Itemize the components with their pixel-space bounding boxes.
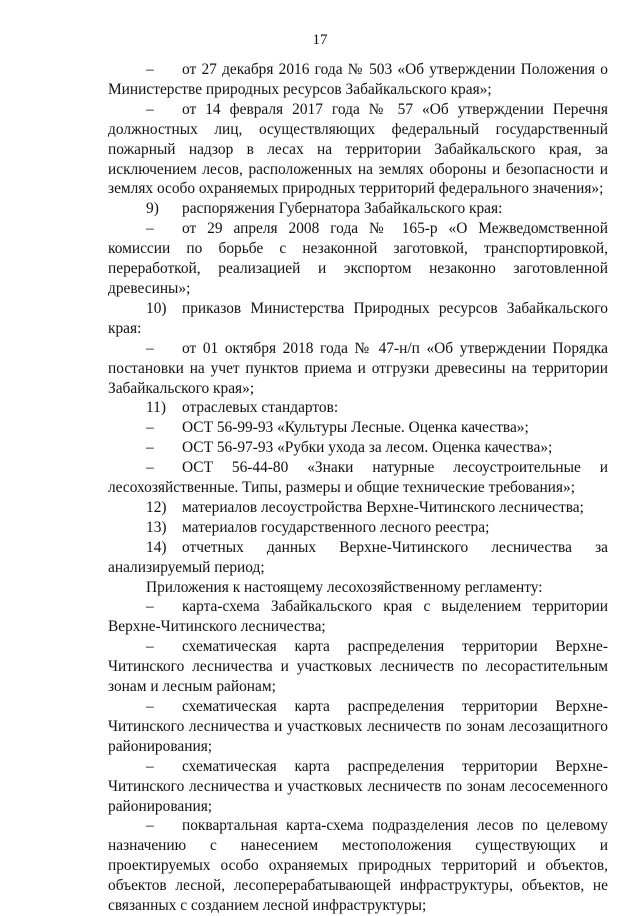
list-marker: 9) (146, 200, 159, 218)
list-item (108, 597, 608, 637)
list-item-text: ОСТ 56-44-80 «Знаки натурные лесоустроительные и лесохозяйственные. Типы, размеры и общие технические требования»; (108, 459, 608, 497)
list-item (108, 538, 608, 578)
list-item-text: от 01 октября 2018 года № 47-н/п «Об утверждении Порядка постановки на учет пунктов приема и отгрузки древесины на территории Забайкальского края»; (108, 339, 608, 397)
list-item (108, 398, 608, 418)
list-item-text: схематическая карта распределения территории Верхне-Читинского лесничества и участковых лесничеств по лесорастительным зонам и лесным районам; (108, 638, 608, 696)
list-marker: – (146, 439, 154, 457)
list-item (108, 199, 608, 219)
page-number: 17 (312, 32, 328, 48)
list-item (108, 339, 608, 399)
list-item-text: схематическая карта распределения территории Верхне-Читинского лесничества и участковых лесничеств по зонам лесозащитного районирования; (108, 698, 608, 755)
list-marker: – (146, 757, 154, 775)
list-item-text: приказов Министерства Природных ресурсов Забайкальского края: (108, 299, 608, 337)
list-item (108, 438, 608, 458)
list-item (108, 637, 608, 697)
list-marker: – (146, 100, 154, 118)
list-item-text: распоряжения Губернатора Забайкальского края: (182, 200, 503, 218)
list-item-text: карта-схема Забайкальского края с выделением территории Верхне-Читинского лесничества; (108, 598, 608, 636)
section-heading (108, 578, 608, 598)
list-item (108, 757, 608, 817)
list-item-text: от 14 февраля 2017 года № 57 «Об утверждении Перечня должностных лиц, осуществляющих федеральный государственный пожарный надзор в лесах на территории Забайкальского края, за исключением лесов, расположенных на землях обороны и безопасности и землях особо охраняемых природных территорий федерального значения»; (108, 100, 608, 198)
list-item (108, 219, 608, 299)
list-marker: – (146, 419, 154, 437)
list-item-text: материалов государственного лесного реестра; (182, 518, 490, 536)
list-item (108, 816, 608, 916)
list-marker: – (146, 220, 154, 238)
document-body (108, 60, 608, 916)
list-marker: – (146, 598, 154, 616)
list-marker: 14) (146, 538, 167, 556)
list-marker: – (146, 339, 154, 357)
list-item-text: ОСТ 56-97-93 «Рубки ухода за лесом. Оценка качества»; (182, 439, 553, 457)
list-marker: – (146, 638, 154, 656)
list-item (108, 299, 608, 339)
list-item-text: материалов лесоустройства Верхне-Читинского лесничества; (182, 498, 584, 516)
list-marker: – (146, 698, 154, 715)
list-marker: – (146, 817, 154, 835)
list-item (108, 697, 608, 757)
list-item (108, 418, 608, 438)
list-marker: – (146, 459, 154, 477)
list-marker: – (146, 61, 154, 78)
list-marker: 10) (146, 299, 167, 317)
list-item (108, 458, 608, 498)
list-item-text: отчетных данных Верхне-Читинского лесничества за анализируемый период; (108, 538, 608, 576)
list-item (108, 100, 608, 200)
list-item (108, 498, 608, 518)
list-marker: 12) (146, 498, 167, 516)
list-marker: 11) (146, 399, 166, 417)
list-item (108, 518, 608, 538)
list-marker: 13) (146, 518, 167, 536)
list-item-text: схематическая карта распределения территории Верхне-Читинского лесничества и участковых лесничеств по зонам лесосеменного районирования; (108, 757, 608, 815)
section-heading-text: Приложения к настоящему лесохозяйственному регламенту: (146, 578, 543, 596)
list-item-text: отраслевых стандартов: (182, 399, 339, 417)
list-item-text: поквартальная карта-схема подразделения лесов по целевому назначению с нанесением местоположения существующих и проектируемых особо охраняемых природных территорий и объектов, объектов лесной, лесоперерабатывающей инфраструктуры, объектов, не связанных с созданием лесной инфраструктуры; (108, 817, 608, 915)
list-item (108, 60, 608, 100)
list-item-text: от 29 апреля 2008 года № 165-р «О Межведомственной комиссии по борьбе с незаконной заготовкой, транспортировкой, переработкой, реализацией и экспортом незаконно заготовленной древесины»; (108, 220, 608, 297)
list-item-text: ОСТ 56-99-93 «Культуры Лесные. Оценка качества»; (182, 419, 529, 437)
list-item-text: от 27 декабря 2016 года № 503 «Об утверждении Положения о Министерстве природных ресурсов Забайкальского края»; (108, 61, 608, 98)
